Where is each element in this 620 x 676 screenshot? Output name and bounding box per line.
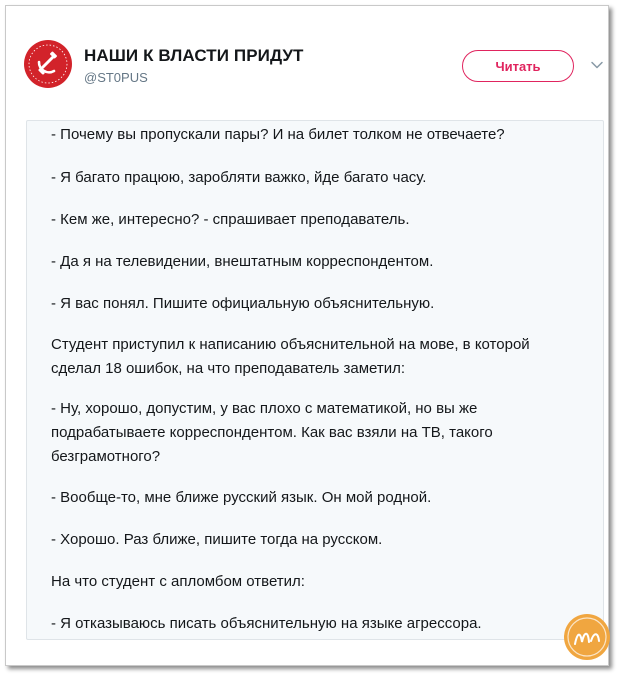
watermark-logo-icon — [564, 614, 610, 660]
post-card — [5, 5, 609, 666]
post-line: - Да я на телевидении, внештатным корреспондентом. — [51, 253, 434, 270]
post-line: - Я багато працюю, заробляти важко, йде багато часу. — [51, 169, 427, 186]
channel-name[interactable]: НАШИ К ВЛАСТИ ПРИДУТ — [84, 46, 304, 65]
post-line: - Я вас понял. Пишите официальную объяснительную. — [51, 295, 435, 312]
post-line: - Почему вы пропускали пары? И на билет толком не отвечаете? — [51, 126, 505, 143]
post-header — [24, 40, 590, 100]
avatar[interactable] — [24, 40, 72, 88]
follow-button[interactable]: Читать — [462, 50, 574, 82]
post-line: Студент приступил к написанию объяснительной на мове, в которой сделал 18 ошибок, на что преподаватель заметил: — [51, 336, 530, 377]
post-line: - Хорошо. Раз ближе, пишите тогда на русском. — [51, 531, 383, 548]
hammer-sickle-icon — [24, 40, 72, 88]
logo-watermark — [564, 614, 610, 660]
chevron-down-icon[interactable] — [590, 58, 604, 72]
post-line: - Ну, хорошо, допустим, у вас плохо с математикой, но вы же подрабатываете корреспондентом. Как вас взяли на ТВ, такого безграмотного? — [51, 400, 493, 465]
channel-handle[interactable]: @ST0PUS — [84, 70, 148, 85]
post-line: - Я отказываюсь писать объяснительную на языке агрессора. — [51, 615, 482, 632]
post-text-box — [26, 120, 604, 640]
post-line: На что студент с апломбом ответил: — [51, 573, 305, 590]
post-line: - Кем же, интересно? - спрашивает преподаватель. — [51, 211, 410, 228]
post-line: - Вообще-то, мне ближе русский язык. Он мой родной. — [51, 489, 432, 506]
